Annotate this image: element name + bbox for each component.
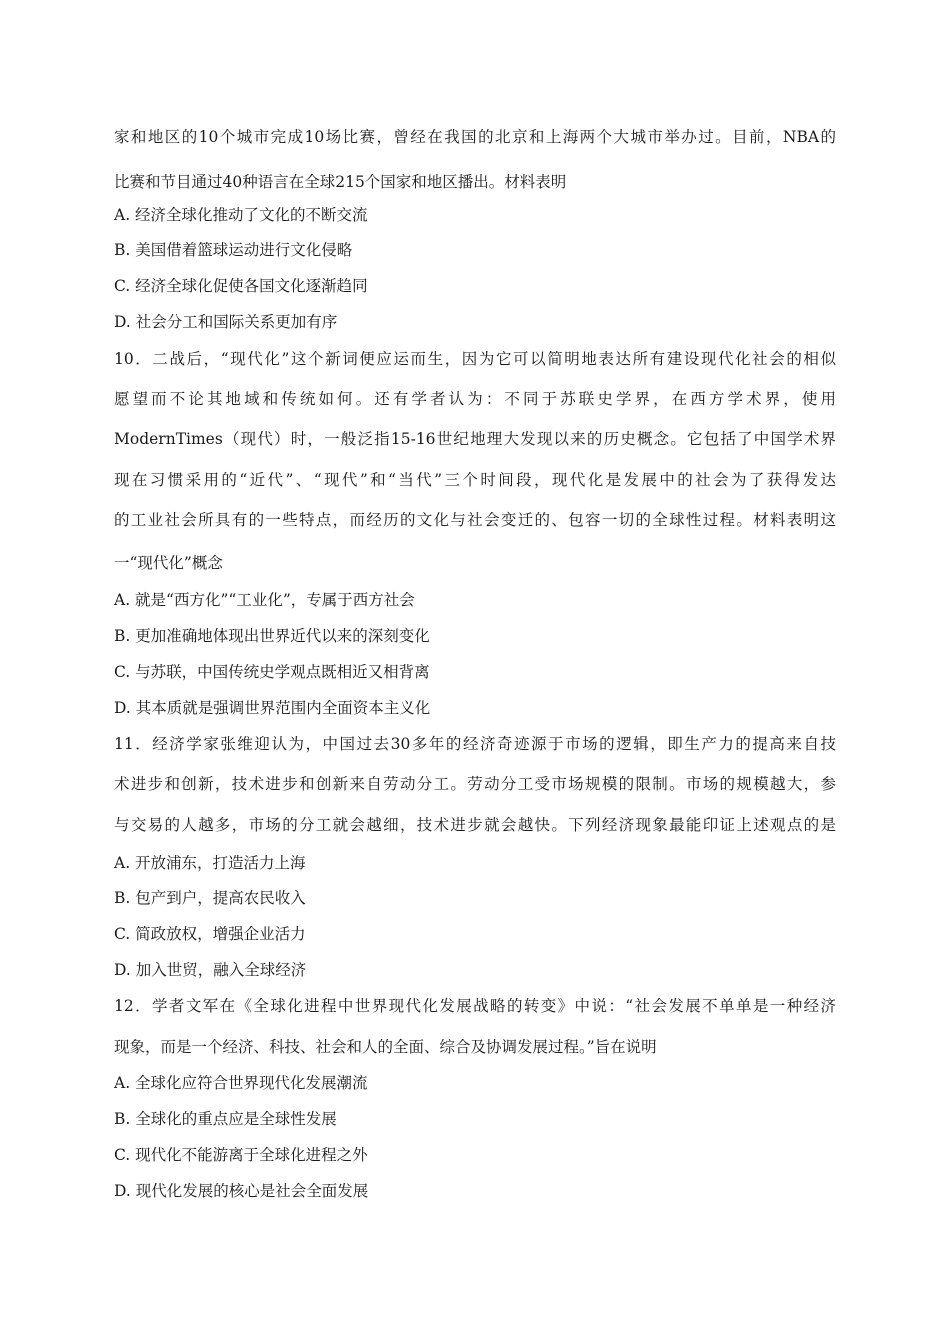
option-line: B. 包产到户，提高农民收入 — [114, 889, 306, 907]
option-line: B. 更加准确地体现出世界近代以来的深刻变化 — [114, 627, 430, 645]
text-line: ModernTimes（现代）时，一般泛指15-16世纪地理大发现以来的历史概念。它包括了中国学术界 — [114, 430, 836, 448]
text-line: 愿望而不论其地域和传统如何。还有学者认为：不同于苏联史学界，在西方学术界，使用 — [114, 390, 836, 408]
option-line: C. 与苏联，中国传统史学观点既相近又相背离 — [114, 663, 430, 681]
option-line: D. 现代化发展的核心是社会全面发展 — [114, 1182, 369, 1200]
text-line: 与交易的人越多，市场的分工就会越细，技术进步就会越快。下列经济现象最能印证上述观点的是 — [114, 816, 836, 834]
option-line: D. 其本质就是强调世界范围内全面资本主义化 — [114, 699, 431, 717]
text-line: 术进步和创新，技术进步和创新来自劳动分工。劳动分工受市场规模的限制。市场的规模越大，参 — [114, 775, 836, 793]
text-line: 一“现代化”概念 — [114, 554, 223, 572]
option-line: B. 全球化的重点应是全球性发展 — [114, 1110, 337, 1128]
question-line: 10．二战后，“现代化”这个新词便应运而生，因为它可以简明地表达所有建设现代化社会的相似 — [114, 350, 836, 368]
option-line: A. 就是“西方化”“工业化”，专属于西方社会 — [114, 591, 415, 609]
option-line: C. 现代化不能游离于全球化进程之外 — [114, 1146, 368, 1164]
question-line: 11．经济学家张维迎认为，中国过去30多年的经济奇迹源于市场的逻辑，即生产力的提高来自技 — [114, 735, 836, 753]
text-line: 比赛和节目通过40种语言在全球215个国家和地区播出。材料表明 — [114, 173, 567, 191]
text-line: 的工业社会所具有的一些特点，而经历的文化与社会变迁的、包容一切的全球性过程。材料表明这 — [114, 511, 836, 529]
option-line: B. 美国借着篮球运动进行文化侵略 — [114, 241, 353, 259]
text-line: 现在习惯采用的“近代”、“现代”和“当代”三个时间段，现代化是发展中的社会为了获得发达 — [114, 471, 836, 489]
option-line: A. 经济全球化推动了文化的不断交流 — [114, 206, 368, 224]
option-line: A. 全球化应符合世界现代化发展潮流 — [114, 1074, 368, 1092]
option-line: D. 加入世贸，融入全球经济 — [114, 961, 307, 979]
option-line: C. 经济全球化促使各国文化逐渐趋同 — [114, 277, 368, 295]
question-line: 12．学者文军在《全球化进程中世界现代化发展战略的转变》中说：“社会发展不单单是一种经济 — [114, 997, 836, 1015]
option-line: C. 简政放权，增强企业活力 — [114, 925, 306, 943]
option-line: A. 开放浦东，打造活力上海 — [114, 854, 306, 872]
text-line: 现象，而是一个经济、科技、社会和人的全面、综合及协调发展过程。”旨在说明 — [114, 1038, 657, 1056]
text-line: 家和地区的10个城市完成10场比赛，曾经在我国的北京和上海两个大城市举办过。目前，NBA的 — [114, 128, 836, 146]
option-line: D. 社会分工和国际关系更加有序 — [114, 313, 338, 331]
